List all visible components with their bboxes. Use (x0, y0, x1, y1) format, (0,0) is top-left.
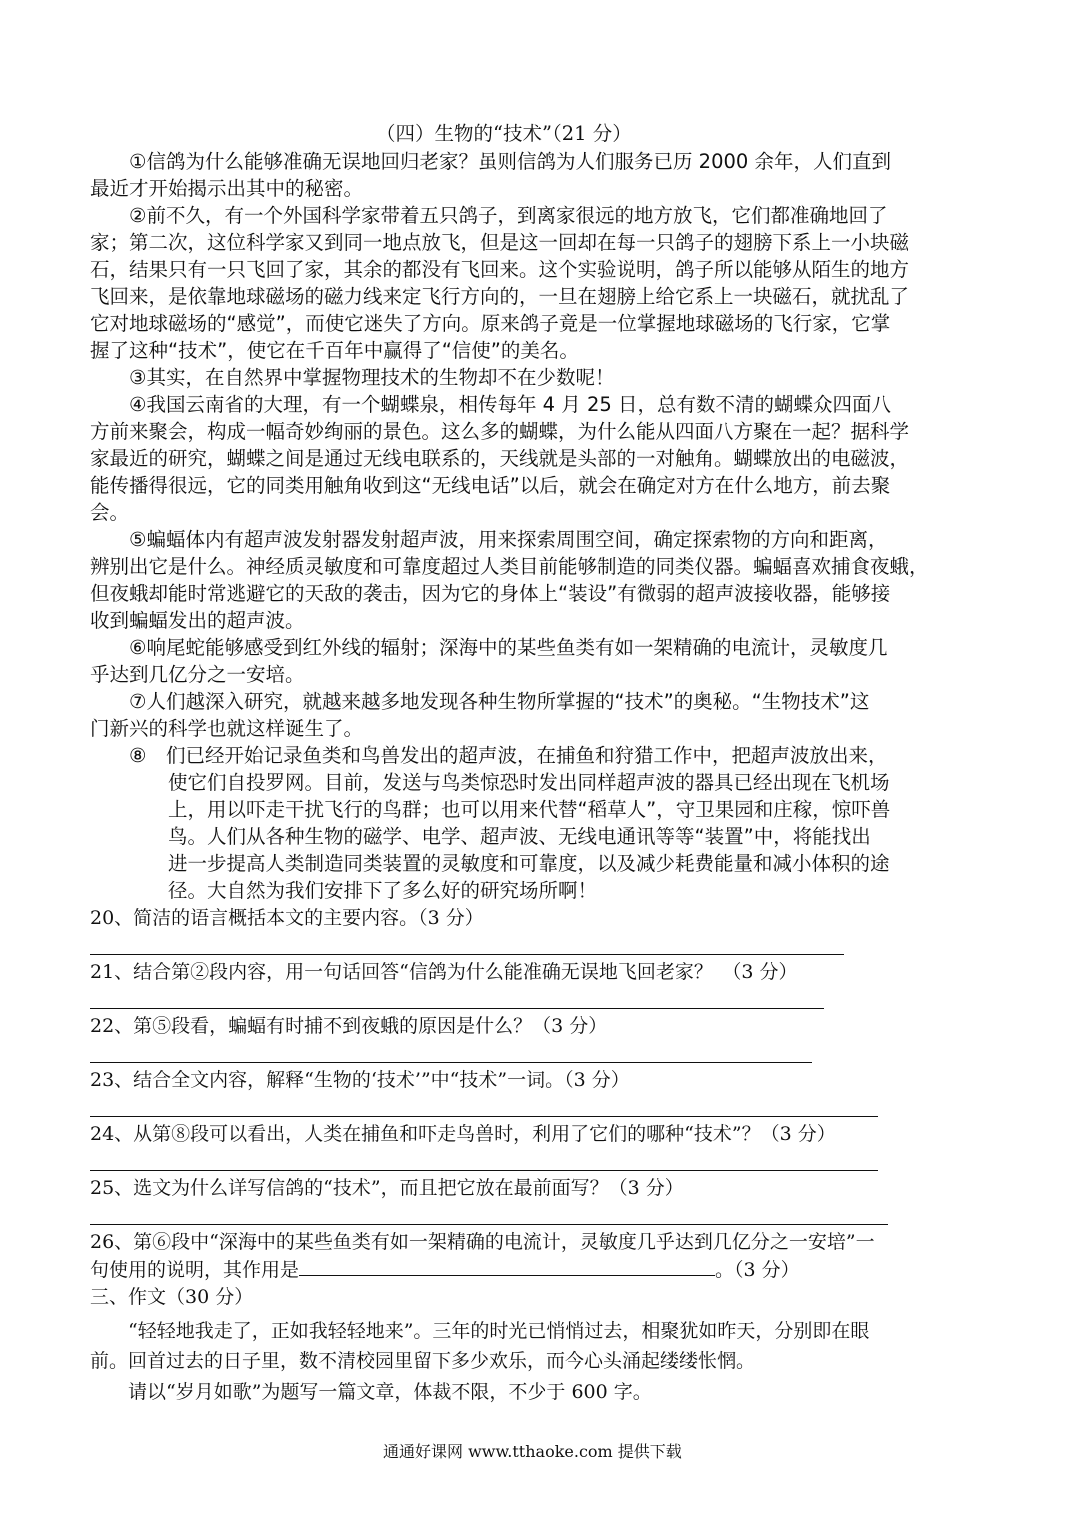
passage-line: 握了这种“技术”，使它在千百年中赢得了“信使”的美名。 (90, 339, 579, 362)
composition-prompt-line: 前。回首过去的日子里，数不清校园里留下多少欢乐，而今心头涌起缕缕怅惘。 (90, 1350, 756, 1372)
composition-prompt-line: “轻轻地我走了，正如我轻轻地来”。三年的时光已悄悄过去，相聚犹如昨天，分别即在眼 (90, 1320, 870, 1342)
passage-line: ④我国云南省的大理，有一个蝴蝶泉，相传每年 4 月 25 日，总有数不清的蝴蝶众四面八 (90, 393, 891, 416)
question-20: 20、简洁的语言概括本文的主要内容。（3 分） (90, 907, 484, 929)
passage-line: 门新兴的科学也就这样诞生了。 (90, 717, 364, 740)
passage-line: ⑥响尾蛇能够感受到红外线的辐射；深海中的某些鱼类有如一架精确的电流计，灵敏度几 (90, 636, 888, 659)
composition-heading: 三、作文（30 分） (90, 1286, 254, 1308)
question-26-line1: 26、第⑥段中“深海中的某些鱼类有如一架精确的电流计，灵敏度几乎达到几亿分之一安培”一 (90, 1231, 875, 1253)
passage-line: ③其实，在自然界中掌握物理技术的生物却不在少数呢！ (90, 366, 615, 389)
answer-line-24[interactable] (90, 1170, 878, 1171)
answer-line-23[interactable] (90, 1116, 878, 1117)
passage-line: 乎达到几亿分之一安培。 (90, 663, 305, 686)
passage-line: 上，用以吓走干扰飞行的鸟群；也可以用来代替“稻草人”，守卫果园和庄稼，惊吓兽 (90, 798, 891, 821)
passage-line: 使它们自投罗网。目前，发送与鸟类惊恐时发出同样超声波的器具已经出现在飞机场 (90, 771, 890, 794)
passage-line: ⑦人们越深入研究，就越来越多地发现各种生物所掌握的“技术”的奥秘。“生物技术”这 (90, 690, 870, 713)
question-26-suffix: 。（3 分） (715, 1259, 800, 1281)
passage-line: 家最近的研究，蝴蝶之间是通过无线电联系的，天线就是头部的一对触角。蝴蝶放出的电磁波， (90, 447, 910, 470)
passage-line: ⑤蝙蝠体内有超声波发射器发射超声波，用来探索周围空间，确定探索物的方向和距离， (90, 528, 888, 551)
question-23: 23、结合全文内容，解释“生物的‘技术’”中“技术”一词。（3 分） (90, 1069, 630, 1091)
question-26-prefix: 句使用的说明，其作用是 (90, 1259, 300, 1281)
passage-line: 进一步提高人类制造同类装置的灵敏度和可靠度，以及减少耗费能量和减小体积的途 (90, 852, 890, 875)
passage-line: 石，结果只有一只飞回了家，其余的都没有飞回来。这个实验说明，鸽子所以能够从陌生的地方 (90, 258, 910, 281)
passage-line: 能传播得很远，它的同类用触角收到这“无线电话”以后，就会在确定对方在什么地方，前去聚 (90, 474, 891, 497)
answer-line-25[interactable] (90, 1224, 888, 1225)
answer-line-20[interactable] (90, 954, 844, 955)
question-25: 25、选文为什么详写信鸽的“技术”，而且把它放在最前面写？（3 分） (90, 1177, 684, 1199)
passage-line: 它对地球磁场的“感觉”，而使它迷失了方向。原来鸽子竟是一位掌握地球磁场的飞行家，它掌 (90, 312, 891, 335)
answer-line-21[interactable] (90, 1008, 824, 1009)
passage-line: ②前不久，有一个外国科学家带着五只鸽子，到离家很远的地方放飞，它们都准确地回了 (90, 204, 888, 227)
passage-line: 径。大自然为我们安排下了多么好的研究场所啊！ (90, 879, 598, 902)
passage-line: 收到蝙蝠发出的超声波。 (90, 609, 305, 632)
passage-line: 辨别出它是什么。神经质灵敏度和可靠度超过人类目前能够制造的同类仪器。蝙蝠喜欢捕食夜蛾， (90, 555, 929, 578)
passage-line: ⑧ 们已经开始记录鱼类和鸟兽发出的超声波，在捕鱼和狩猎工作中，把超声波放出来， (90, 744, 888, 767)
passage-line: 家；第二次，这位科学家又到同一地点放飞，但是这一回却在每一只鸽子的翅膀下系上一小块磁 (90, 231, 910, 254)
composition-instruction: 请以“岁月如歌”为题写一篇文章，体裁不限，不少于 600 字。 (90, 1381, 652, 1403)
question-21: 21、结合第②段内容，用一句话回答“信鸽为什么能准确无误地飞回老家？ （3 分） (90, 961, 798, 983)
passage-line: 但夜蛾却能时常逃避它的天敌的袭击，因为它的身体上“装设”有微弱的超声波接收器，能够接 (90, 582, 891, 605)
passage-line: 鸟。人们从各种生物的磁学、电学、超声波、无线电通讯等等“装置”中，将能找出 (90, 825, 871, 848)
passage-line: 会。 (90, 501, 130, 524)
question-24: 24、从第⑧段可以看出，人类在捕鱼和吓走鸟兽时，利用了它们的哪种“技术”？（3 分） (90, 1123, 836, 1145)
answer-line-22[interactable] (90, 1062, 812, 1063)
question-26-line2 (90, 1257, 800, 1284)
passage-line: 最近才开始揭示出其中的秘密。 (90, 177, 364, 200)
question-22: 22、第⑤段看，蝙蝠有时捕不到夜蛾的原因是什么？（3 分） (90, 1015, 608, 1037)
answer-blank-26[interactable] (299, 1257, 715, 1276)
passage-line: 方前来聚会，构成一幅奇妙绚丽的景色。这么多的蝴蝶，为什么能从四面八方聚在一起？据科学 (90, 420, 910, 443)
passage-line: 飞回来，是依靠地球磁场的磁力线来定飞行方向的，一旦在翅膀上给它系上一块磁石，就扰乱了 (90, 285, 910, 308)
section-title: （四）生物的“技术”（21 分） (376, 122, 632, 145)
page-footer: 通通好课网 www.tthaoke.com 提供下载 (383, 1442, 682, 1461)
passage-line: ①信鸽为什么能够准确无误地回归老家？虽则信鸽为人们服务已历 2000 余年，人们直到 (90, 150, 892, 173)
